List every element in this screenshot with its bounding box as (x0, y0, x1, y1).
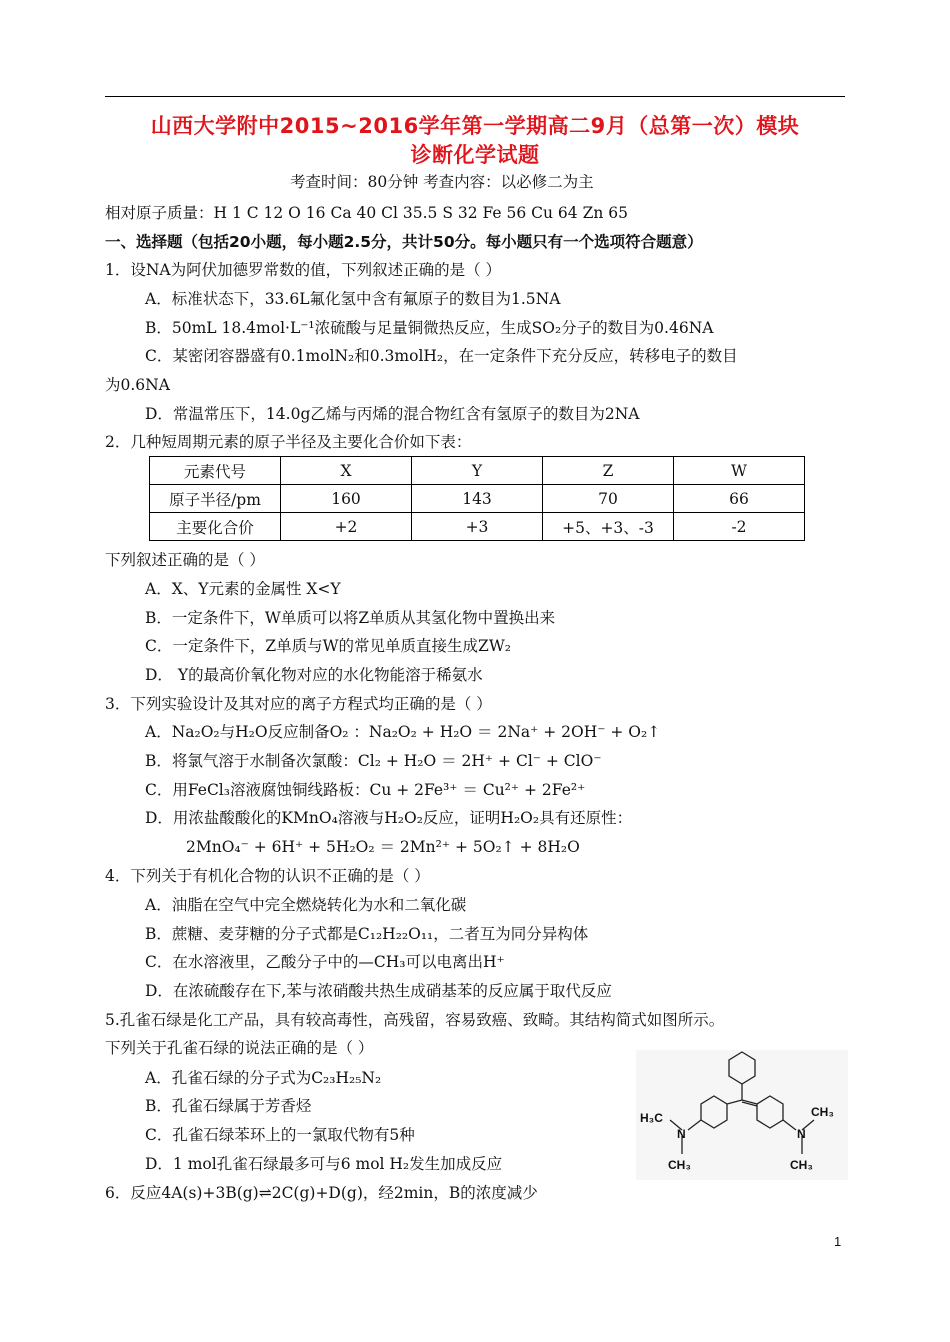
table-cell: +5、+3、-3 (543, 513, 674, 541)
struct-label: N (797, 1127, 806, 1141)
struct-label: CH₃ (668, 1158, 691, 1172)
q1-option-c: C．某密闭容器盛有0.1molN₂和0.3molH₂，在一定条件下充分反应，转移电子的数目 (145, 347, 738, 365)
malachite-green-structure (636, 1050, 848, 1180)
exam-title-line2: 诊断化学试题 (410, 143, 540, 167)
q5-option-a: A．孔雀石绿的分子式为C₂₃H₂₅N₂ (145, 1069, 382, 1087)
table-cell: 66 (674, 485, 805, 513)
q1-stem: 1．设NA为阿伏加德罗常数的值，下列叙述正确的是（ ） (105, 261, 502, 279)
q4-option-d: D．在浓硫酸存在下,苯与浓硝酸共热生成硝基苯的反应属于取代反应 (145, 982, 612, 1000)
table-cell: 70 (543, 485, 674, 513)
page-number: 1 (834, 1234, 842, 1249)
header-rule (105, 96, 845, 97)
q2-option-a: A．X、Y元素的金属性 X<Y (145, 580, 341, 598)
q5-option-b: B．孔雀石绿属于芳香烃 (145, 1097, 312, 1115)
q4-option-c: C．在水溶液里，乙酸分子中的—CH₃可以电离出H⁺ (145, 953, 505, 971)
q1-option-c-cont: 为0.6NA (105, 376, 170, 394)
table-cell: 元素代号 (150, 457, 281, 485)
q3-option-a: A．Na₂O₂与H₂O反应制备O₂ ：Na₂O₂ + H₂O ＝ 2Na⁺ + 2OH⁻ + O₂↑ (145, 723, 661, 741)
table-row (150, 485, 805, 513)
table-cell: -2 (674, 513, 805, 541)
q1-option-d: D．常温常压下，14.0g乙烯与丙烯的混合物红含有氢原子的数目为2NA (145, 405, 640, 423)
q6-stem: 6．反应4A(s)+3B(g)⇌2C(g)+D(g)，经2min，B的浓度减少 (105, 1184, 538, 1202)
table-cell: 主要化合价 (150, 513, 281, 541)
q4-option-b: B．蔗糖、麦芽糖的分子式都是C₁₂H₂₂O₁₁，二者互为同分异构体 (145, 925, 589, 943)
table-row (150, 513, 805, 541)
table-cell: +2 (281, 513, 412, 541)
q5-option-c: C．孔雀石绿苯环上的一氯取代物有5种 (145, 1126, 415, 1144)
section-heading: 一、选择题（包括20小题，每小题2.5分，共计50分。每小题只有一个选项符合题意） (105, 233, 703, 251)
table-header-row (150, 457, 805, 485)
structure-diagram (636, 1050, 848, 1180)
table-cell: Y (412, 457, 543, 485)
q4-stem: 4．下列关于有机化合物的认识不正确的是（ ） (105, 867, 430, 885)
table-cell: W (674, 457, 805, 485)
struct-label: H₃C (640, 1111, 663, 1125)
q2-option-c: C．一定条件下，Z单质与W的常见单质直接生成ZW₂ (145, 637, 511, 655)
table-cell: X (281, 457, 412, 485)
atomic-masses: 相对原子质量：H 1 C 12 O 16 Ca 40 Cl 35.5 S 32 Fe 56 Cu 64 Zn 65 (105, 204, 628, 222)
table-cell: 160 (281, 485, 412, 513)
table-cell: +3 (412, 513, 543, 541)
q1-option-a: A．标准状态下，33.6L氟化氢中含有氟原子的数目为1.5NA (145, 290, 561, 308)
q5-stem: 5.孔雀石绿是化工产品，具有较高毒性，高残留，容易致癌、致畸。其结构简式如图所示。 (105, 1011, 725, 1029)
q1-option-b: B．50mL 18.4mol·L⁻¹浓硫酸与足量铜微热反应，生成SO₂分子的数目为0.46NA (145, 319, 714, 337)
struct-label: CH₃ (790, 1158, 813, 1172)
q5-option-d: D．1 mol孔雀石绿最多可与6 mol H₂发生加成反应 (145, 1155, 503, 1173)
q3-option-c: C．用FeCl₃溶液腐蚀铜线路板：Cu + 2Fe³⁺ ＝ Cu²⁺ + 2Fe²⁺ (145, 781, 586, 799)
q5-stem-cont: 下列关于孔雀石绿的说法正确的是（ ） (105, 1039, 374, 1057)
q3-option-d: D．用浓盐酸酸化的KMnO₄溶液与H₂O₂反应，证明H₂O₂具有还原性： (145, 809, 633, 827)
table-cell: Z (543, 457, 674, 485)
q3-stem: 3．下列实验设计及其对应的离子方程式均正确的是（ ） (105, 695, 492, 713)
q2-option-d: D． Y的最高价氧化物对应的水化物能溶于稀氨水 (145, 666, 483, 684)
q2-option-b: B．一定条件下，W单质可以将Z单质从其氢化物中置换出来 (145, 609, 556, 627)
q3-option-b: B．将氯气溶于水制备次氯酸：Cl₂ + H₂O ＝ 2H⁺ + Cl⁻ + ClO⁻ (145, 752, 602, 770)
element-table (149, 456, 805, 541)
struct-label: N (677, 1127, 686, 1141)
exam-info: 考查时间：80分钟 考查内容：以必修二为主 (290, 173, 594, 191)
q2-stem: 2．几种短周期元素的原子半径及主要化合价如下表： (105, 433, 472, 451)
q3-option-d-equation: 2MnO₄⁻ + 6H⁺ + 5H₂O₂ ＝ 2Mn²⁺ + 5O₂↑ + 8H₂O (186, 838, 580, 856)
table-cell: 143 (412, 485, 543, 513)
q2-prompt: 下列叙述正确的是（ ） (105, 551, 265, 569)
q4-option-a: A．油脂在空气中完全燃烧转化为水和二氧化碳 (145, 896, 467, 914)
struct-label: CH₃ (811, 1105, 834, 1119)
table-cell: 原子半径/pm (150, 485, 281, 513)
exam-title-line1: 山西大学附中2015~2016学年第一学期高二9月（总第一次）模块 (150, 114, 800, 138)
